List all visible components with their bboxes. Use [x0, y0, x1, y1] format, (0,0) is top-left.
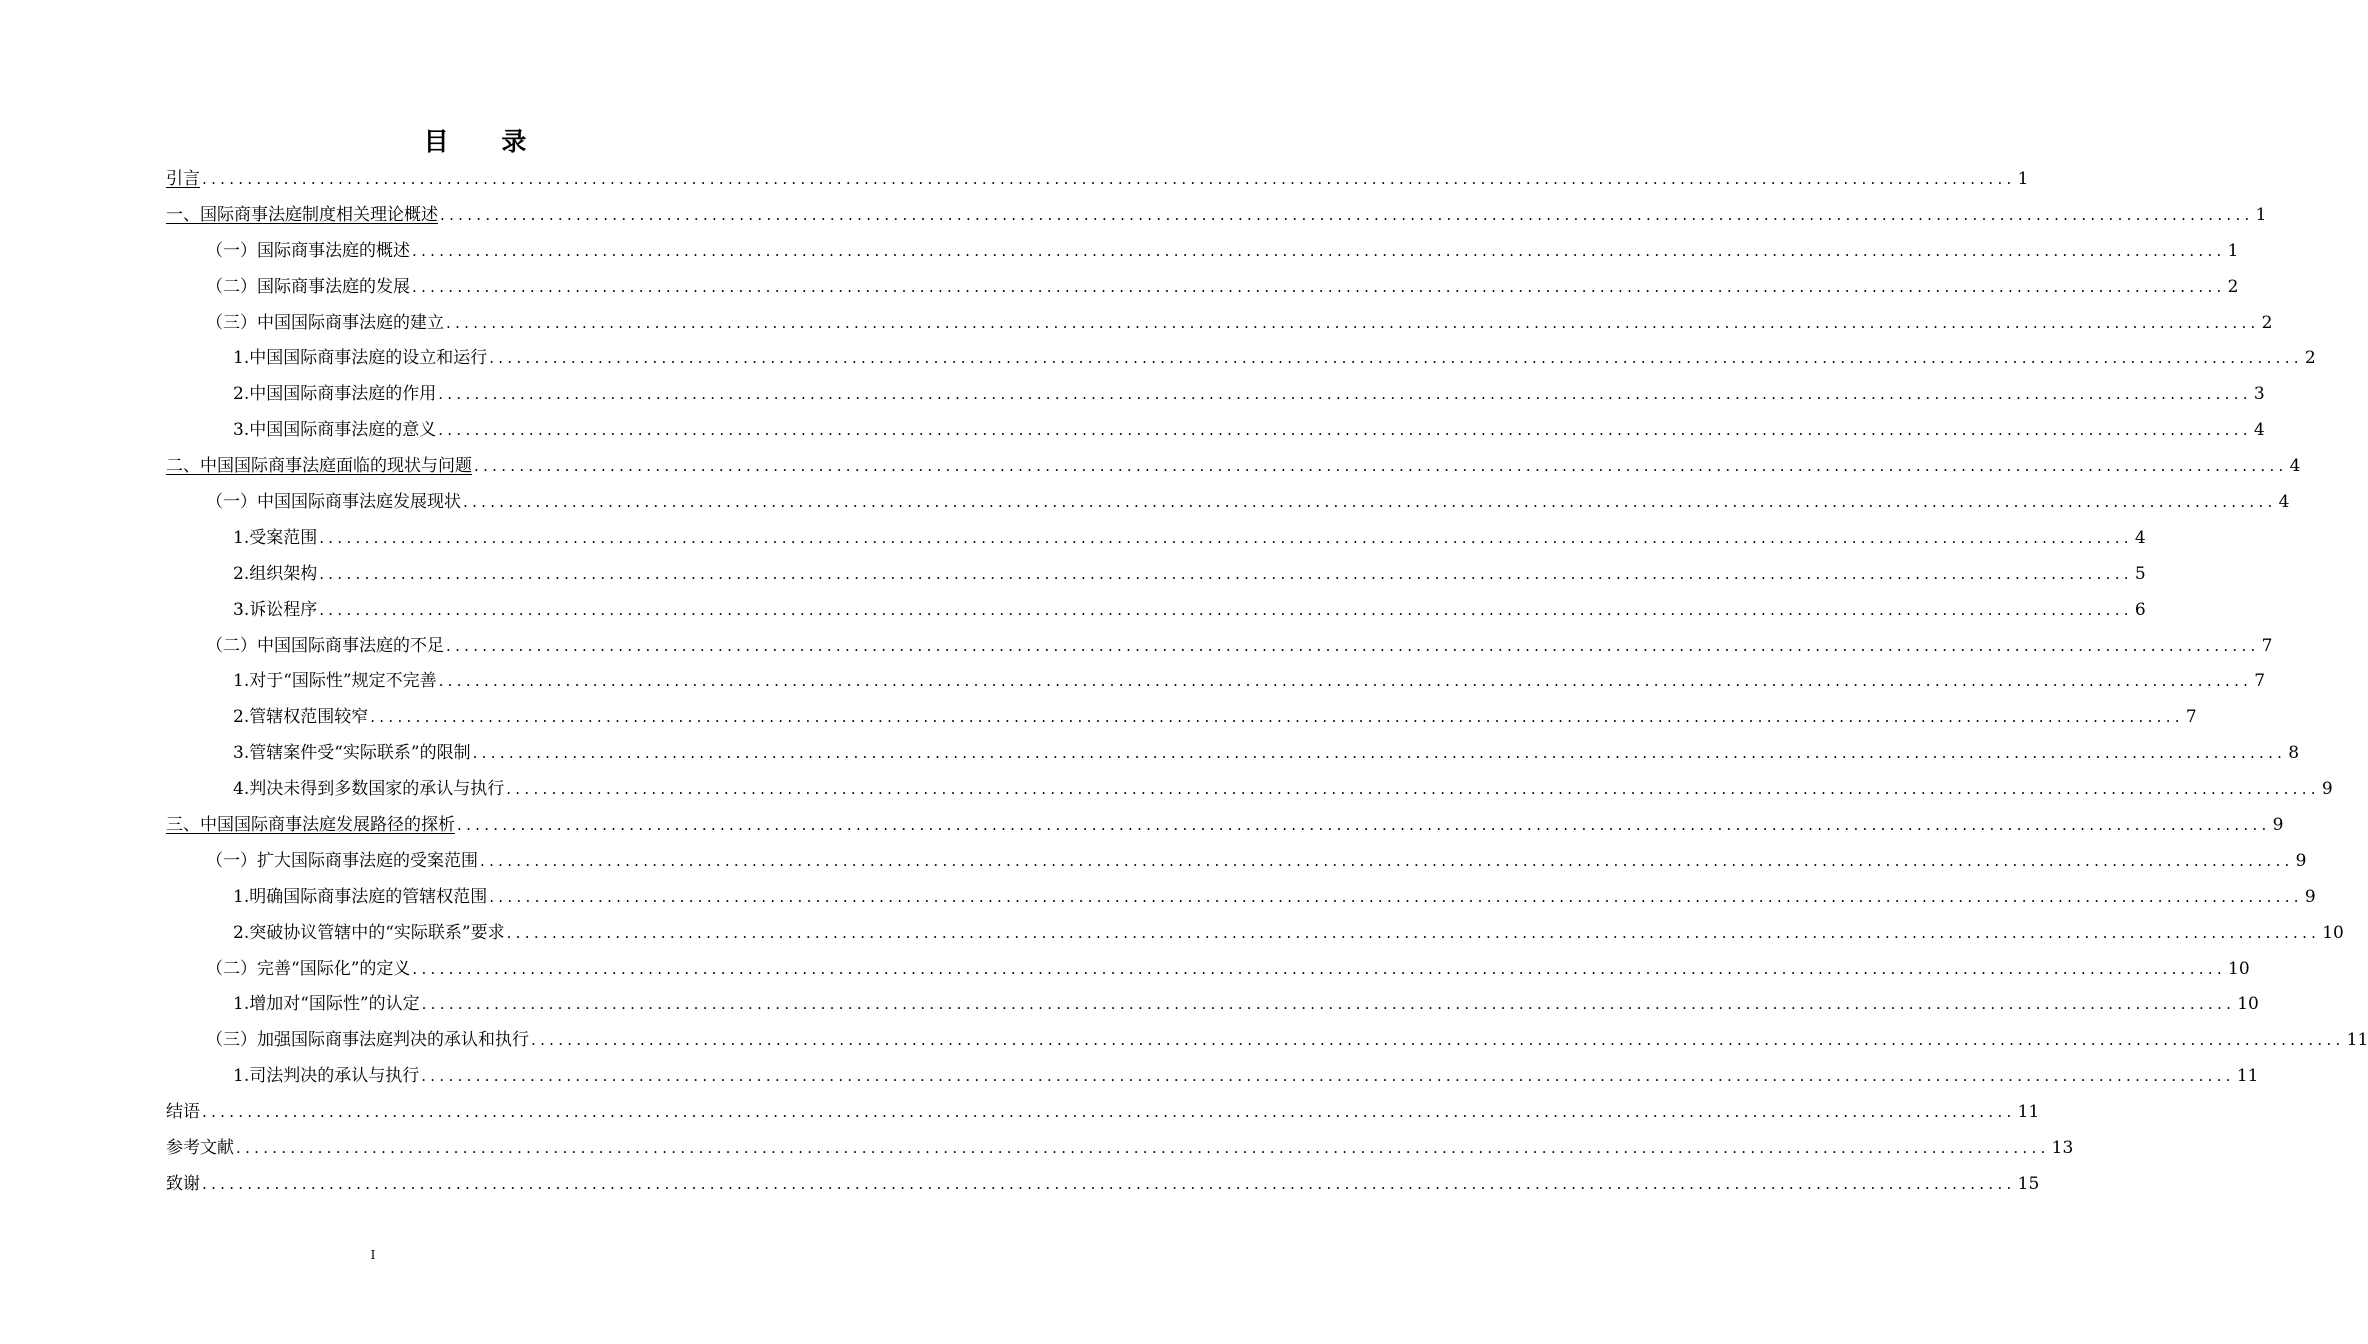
- toc-dot-leader: ........................................................................................................................................................................................................: [319, 564, 2133, 583]
- toc-dot-leader: ........................................................................................................................................................................................................: [463, 493, 2277, 511]
- toc-entry-label: 2.管辖权范围较窄: [233, 707, 369, 728]
- toc-entry-page: 2: [2227, 276, 2239, 297]
- toc-entry-label: （一）中国国际商事法庭发展现状: [206, 492, 461, 512]
- toc-entry-page: 8: [2288, 743, 2300, 764]
- toc-entry-page: 3: [2253, 384, 2265, 405]
- toc-entry[interactable]: [166, 377, 2265, 413]
- toc-dot-leader: ........................................................................................................................................................................................................: [489, 349, 2303, 368]
- toc-entry[interactable]: [166, 700, 2197, 736]
- toc-entry-label: （二）完善“国际化”的定义: [206, 958, 411, 979]
- toc-entry-page: 1: [2255, 204, 2267, 225]
- toc-entry-page: 9: [2304, 886, 2316, 907]
- toc-entry-label: （一）国际商事法庭的概述: [206, 240, 410, 261]
- toc-entry-label: （二）国际商事法庭的发展: [206, 276, 410, 297]
- toc-entry-label: 参考文献: [166, 1138, 234, 1159]
- toc-entry[interactable]: [166, 485, 2290, 521]
- toc-entry-page: 7: [2185, 707, 2197, 728]
- toc-dot-leader: ........................................................................................................................................................................................................: [412, 959, 2227, 978]
- toc-dot-leader: ........................................................................................................................................................................................................: [421, 1067, 2235, 1086]
- toc-dot-leader: ........................................................................................................................................................................................................: [319, 600, 2133, 619]
- toc-entry[interactable]: [166, 413, 2265, 449]
- toc-entry-page: 9: [2321, 779, 2333, 800]
- toc-entry[interactable]: [166, 772, 2333, 808]
- toc-dot-leader: ........................................................................................................................................................................................................: [370, 708, 2184, 727]
- toc-entry[interactable]: [166, 270, 2239, 306]
- toc-entry-page: 1: [2227, 240, 2239, 261]
- toc-dot-leader: ........................................................................................................................................................................................................: [506, 780, 2320, 799]
- toc-dot-leader: ........................................................................................................................................................................................................: [202, 1103, 2016, 1122]
- toc-entry[interactable]: [166, 629, 2273, 665]
- toc-entry[interactable]: [166, 736, 2300, 772]
- toc-entry[interactable]: [166, 987, 2259, 1023]
- toc-entry-label: （三）中国国际商事法庭的建立: [206, 312, 444, 333]
- toc-dot-leader: ........................................................................................................................................................................................................: [319, 528, 2133, 547]
- toc-dot-leader: ........................................................................................................................................................................................................: [438, 672, 2253, 691]
- toc-dot-leader: ........................................................................................................................................................................................................: [506, 923, 2321, 942]
- toc-dot-leader: ........................................................................................................................................................................................................: [446, 313, 2260, 332]
- toc-entry-page: 13: [2051, 1138, 2074, 1159]
- toc-entry[interactable]: [166, 306, 2273, 342]
- toc-entry-label: 1.明确国际商事法庭的管辖权范围: [233, 886, 488, 907]
- toc-entry-page: 10: [2228, 958, 2250, 979]
- toc-dot-leader: ........................................................................................................................................................................................................: [457, 816, 2271, 835]
- toc-entry-page: 4: [2253, 420, 2265, 441]
- toc-entry-page: 11: [2236, 1066, 2259, 1087]
- toc-entry[interactable]: [166, 593, 2146, 629]
- table-of-contents: [166, 162, 2368, 1203]
- toc-dot-leader: ........................................................................................................................................................................................................: [440, 205, 2254, 224]
- toc-entry-label: 结语: [166, 1102, 200, 1123]
- toc-entry-page: 9: [2295, 850, 2307, 871]
- toc-entry-page: 4: [2278, 492, 2290, 512]
- toc-entry-label: 3.中国国际商事法庭的意义: [233, 420, 437, 441]
- toc-entry[interactable]: [166, 557, 2146, 593]
- toc-dot-leader: ........................................................................................................................................................................................................: [474, 457, 2288, 476]
- toc-entry-page: 2: [2261, 312, 2273, 333]
- toc-entry-page: 15: [2017, 1173, 2040, 1194]
- toc-entry[interactable]: [166, 449, 2301, 485]
- toc-entry-label: 1.受案范围: [233, 527, 318, 548]
- toc-entry-page: 6: [2134, 599, 2146, 620]
- page-number: I: [370, 1248, 376, 1262]
- toc-entry[interactable]: [166, 341, 2316, 377]
- toc-entry[interactable]: [166, 880, 2316, 916]
- toc-entry-page: 4: [2134, 527, 2146, 548]
- toc-entry-label: 2.突破协议管辖中的“实际联系”要求: [233, 922, 505, 943]
- toc-entry[interactable]: [166, 234, 2239, 270]
- toc-dot-leader: ........................................................................................................................................................................................................: [472, 744, 2287, 763]
- toc-entry[interactable]: [166, 521, 2146, 557]
- toc-entry-page: 5: [2134, 563, 2146, 584]
- toc-entry[interactable]: [166, 952, 2250, 988]
- toc-entry-label: （一）扩大国际商事法庭的受案范围: [206, 850, 478, 871]
- toc-entry[interactable]: [166, 664, 2266, 700]
- toc-entry-page: 1: [2017, 168, 2029, 189]
- toc-entry-page: 9: [2272, 815, 2284, 836]
- toc-dot-leader: ........................................................................................................................................................................................................: [438, 421, 2252, 440]
- page-footer: [0, 1248, 950, 1262]
- toc-entry-label: 引言: [166, 168, 200, 189]
- toc-entry[interactable]: [166, 916, 2344, 952]
- toc-entry-page: 10: [2237, 994, 2259, 1015]
- page-title: 目 录: [423, 127, 549, 156]
- toc-entry[interactable]: [166, 198, 2267, 234]
- toc-dot-leader: ........................................................................................................................................................................................................: [531, 1031, 2345, 1050]
- toc-entry-label: 3.诉讼程序: [233, 599, 318, 620]
- toc-entry-label: 2.组织架构: [233, 563, 318, 584]
- toc-entry-page: 7: [2261, 635, 2273, 656]
- toc-dot-leader: ........................................................................................................................................................................................................: [202, 169, 2016, 188]
- toc-dot-leader: ........................................................................................................................................................................................................: [236, 1139, 2050, 1158]
- toc-entry-page: 2: [2304, 348, 2316, 369]
- toc-entry-label: 二、中国国际商事法庭面临的现状与问题: [166, 456, 472, 477]
- toc-entry-label: 3.管辖案件受“实际联系”的限制: [233, 743, 471, 764]
- toc-entry[interactable]: [166, 162, 2029, 198]
- toc-dot-leader: ........................................................................................................................................................................................................: [480, 851, 2294, 870]
- toc-entry-label: 三、中国国际商事法庭发展路径的探析: [166, 815, 455, 836]
- toc-entry[interactable]: [166, 1023, 2368, 1059]
- toc-entry-page: 10: [2322, 922, 2344, 943]
- toc-dot-leader: ........................................................................................................................................................................................................: [412, 277, 2226, 296]
- toc-entry-label: 1.增加对“国际性”的认定: [233, 994, 420, 1015]
- toc-entry-label: 致谢: [166, 1173, 200, 1194]
- toc-entry-label: （二）中国国际商事法庭的不足: [206, 635, 444, 656]
- toc-entry-label: 一、国际商事法庭制度相关理论概述: [166, 204, 438, 225]
- toc-entry[interactable]: [166, 808, 2284, 844]
- toc-entry-label: 1.司法判决的承认与执行: [233, 1066, 420, 1087]
- toc-entry-label: 1.中国国际商事法庭的设立和运行: [233, 348, 488, 369]
- toc-dot-leader: ........................................................................................................................................................................................................: [446, 636, 2260, 655]
- toc-entry-page: 4: [2289, 456, 2301, 477]
- toc-dot-leader: ........................................................................................................................................................................................................: [421, 995, 2236, 1014]
- toc-entry[interactable]: [166, 1095, 2040, 1131]
- toc-entry[interactable]: [166, 1059, 2259, 1095]
- toc-entry-label: 2.中国国际商事法庭的作用: [233, 384, 437, 405]
- toc-entry-label: 4.判决未得到多数国家的承认与执行: [233, 779, 505, 800]
- toc-dot-leader: ........................................................................................................................................................................................................: [412, 241, 2226, 260]
- toc-entry-label: （三）加强国际商事法庭判决的承认和执行: [206, 1030, 529, 1051]
- toc-entry[interactable]: [166, 1167, 2040, 1203]
- toc-dot-leader: ........................................................................................................................................................................................................: [202, 1174, 2016, 1193]
- toc-dot-leader: ........................................................................................................................................................................................................: [438, 385, 2252, 404]
- toc-entry-page: 7: [2254, 671, 2266, 692]
- toc-entry-page: 11: [2017, 1102, 2040, 1123]
- toc-dot-leader: ........................................................................................................................................................................................................: [489, 887, 2303, 906]
- toc-entry-label: 1.对于“国际性”规定不完善: [233, 671, 437, 692]
- toc-entry-page: 11: [2346, 1030, 2368, 1051]
- toc-entry[interactable]: [166, 844, 2307, 880]
- toc-entry[interactable]: [166, 1131, 2074, 1167]
